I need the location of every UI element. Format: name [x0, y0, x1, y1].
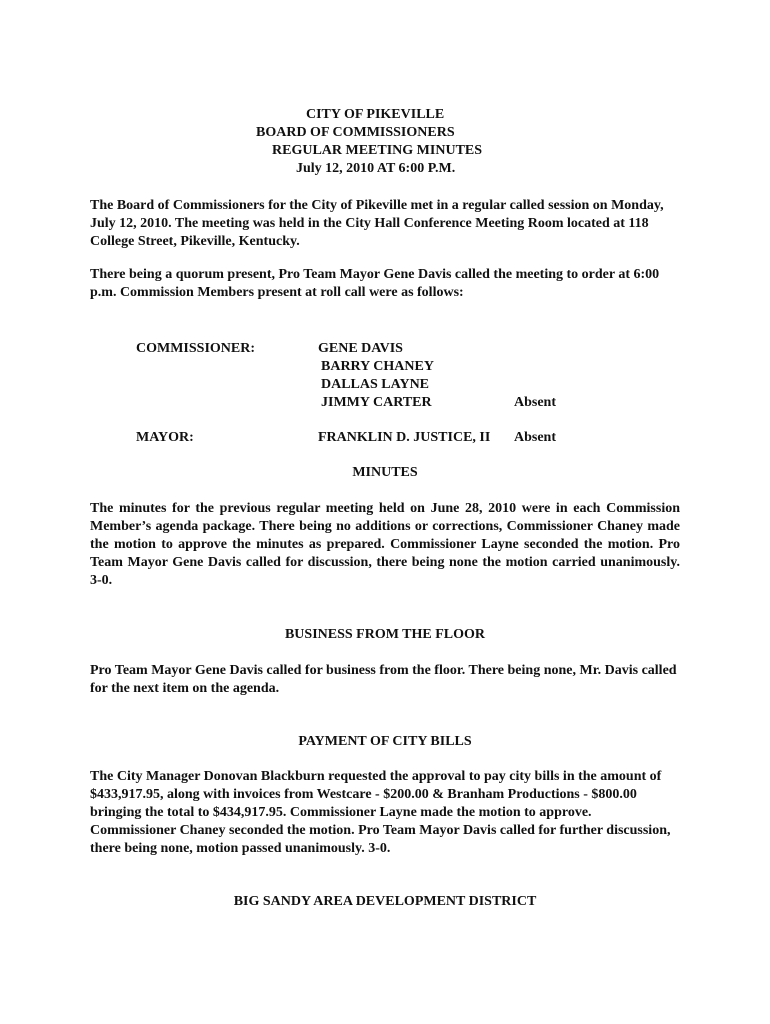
commissioner-name: DALLAS LAYNE	[321, 377, 430, 392]
quorum-paragraph: There being a quorum present, Pro Team Mayor Gene Davis called the meeting to order at 6:00 p.m. Commission Members present at roll call were as follows:	[90, 267, 660, 300]
mayor-name: FRANKLIN D. JUSTICE, II	[318, 430, 491, 445]
section-heading-minutes: MINUTES	[352, 465, 418, 480]
city-name: CITY OF PIKEVILLE	[306, 107, 445, 122]
commissioner-label: COMMISSIONER:	[136, 341, 256, 356]
board-name: BOARD OF COMMISSIONERS	[256, 125, 455, 140]
attendance-status: Absent	[514, 430, 557, 445]
meeting-type: REGULAR MEETING MINUTES	[272, 143, 483, 158]
minutes-paragraph: The minutes for the previous regular meeting held on June 28, 2010 were in each Commission Member’s agenda package. There being no additions or corrections, Commissioner Chaney made the motion to approve the minutes as prepared. Commissioner Layne seconded the motion. Pro Team Mayor Gene Davis called for discussion, there being none the motion carried unanimously. 3-0.	[90, 501, 680, 588]
commissioner-name: GENE DAVIS	[318, 341, 403, 356]
intro-paragraph: The Board of Commissioners for the City of Pikeville met in a regular called session on Monday, July 12, 2010. The meeting was held in the City Hall Conference Meeting Room located at 118 College Street, Pikeville, Kentucky.	[90, 198, 664, 249]
attendance-status: Absent	[514, 395, 557, 410]
section-heading-payment-of-bills: PAYMENT OF CITY BILLS	[298, 734, 472, 749]
business-from-floor-paragraph: Pro Team Mayor Gene Davis called for business from the floor. There being none, Mr. Davis called for the next item on the agenda.	[90, 663, 677, 696]
mayor-label: MAYOR:	[136, 430, 194, 445]
section-heading-business-from-floor: BUSINESS FROM THE FLOOR	[284, 627, 486, 642]
commissioner-name: BARRY CHANEY	[321, 359, 434, 374]
payment-of-bills-paragraph: The City Manager Donovan Blackburn requested the approval to pay city bills in the amount of $433,917.95, along with invoices from Westcare - $200.00 & Branham Productions - $800.00 bringing the total to $434,917.95. Commissioner Layne made the motion to approve. Commissioner Chaney seconded the motion. Pro Team Mayor Davis called for further discussion, there being none, motion passed unanimously. 3-0.	[90, 769, 671, 856]
commissioner-name: JIMMY CARTER	[321, 395, 432, 410]
meeting-date-time: July 12, 2010 AT 6:00 P.M.	[296, 161, 456, 176]
section-heading-big-sandy: BIG SANDY AREA DEVELOPMENT DISTRICT	[233, 894, 537, 909]
